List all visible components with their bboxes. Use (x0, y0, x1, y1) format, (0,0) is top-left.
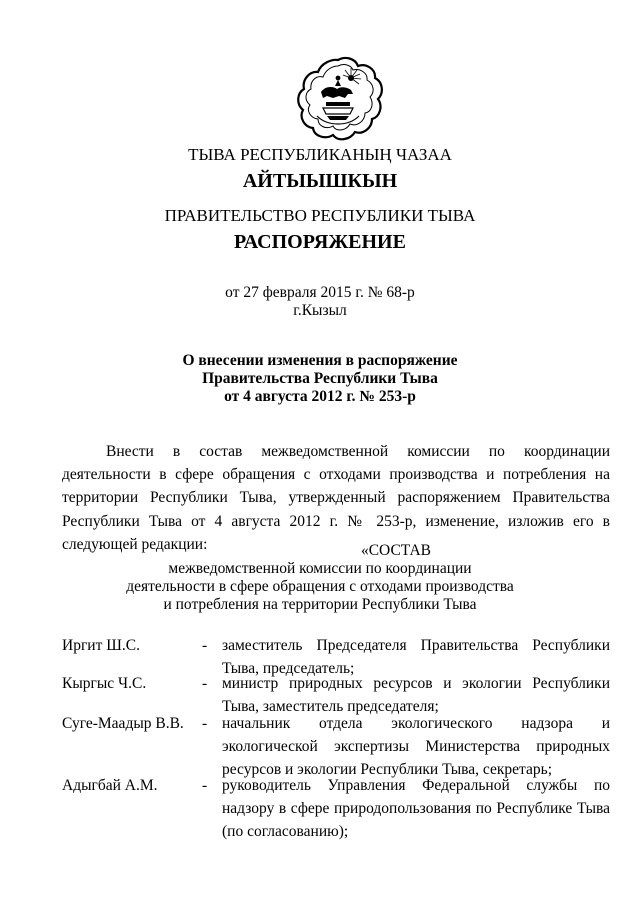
subject-line-2: Правительства Республики Тыва (202, 370, 438, 387)
order-date-number: от 27 февраля 2015 г. № 68-р (225, 284, 415, 301)
composition-title: «СОСТАВ (360, 542, 432, 559)
subject-line-1: О внесении изменения в распоряжение (182, 352, 458, 369)
member-dash: - (202, 777, 208, 794)
member-role: руководитель Управления Федеральной службы по надзору в сфере природопользования по Республике Тыва (по согласованию); (222, 777, 610, 840)
header-tuvan-order-title: АЙТЫЫШКЫН (242, 170, 398, 192)
member-role: заместитель Председателя Правительства Республики Тыва, председатель; (222, 637, 610, 677)
member-row (62, 712, 610, 782)
composition-line-2: межведомственной комиссии по координации (168, 560, 472, 577)
subject-line-3: от 4 августа 2012 г. № 253-р (224, 388, 416, 405)
header-order-title: РАСПОРЯЖЕНИЕ (234, 231, 406, 253)
composition-line-4: и потребления на территории Республики Тыва (163, 596, 477, 613)
member-dash: - (202, 675, 208, 692)
member-name: Суге-Маадыр В.В. (62, 715, 184, 732)
order-city: г.Кызыл (293, 302, 347, 319)
member-name: Кыргыс Ч.С. (62, 675, 147, 692)
member-row (62, 774, 610, 844)
header-tuvan-government: ТЫВА РЕСПУБЛИКАНЫҢ ЧАЗАА (188, 145, 452, 164)
member-name: Адыгбай А.М. (62, 777, 158, 794)
member-dash: - (202, 637, 208, 654)
member-role: министр природных ресурсов и экологии Республики Тыва, заместитель председателя; (222, 675, 610, 715)
composition-line-3: деятельности в сфере обращения с отходами производства (126, 578, 514, 595)
member-role: начальник отдела экологического надзора и экологической экспертизы Министерства природных ресурсов и экологии Республики Тыва, секретарь; (222, 715, 610, 778)
member-dash: - (202, 715, 208, 732)
member-name: Иргит Ш.С. (62, 637, 140, 654)
body-paragraph: Внести в состав межведомственной комиссии по координации деятельности в сфере обращения с отходами производства и потребления на территории Республики Тыва, утвержденный распоряжением Правительства Республики Тыва от 4 августа 2012 г. № 253-р, изменение, изложив его в следующей редакции: (62, 443, 610, 553)
republic-emblem-icon (293, 56, 383, 144)
header-government: ПРАВИТЕЛЬСТВО РЕСПУБЛИКИ ТЫВА (164, 206, 476, 225)
